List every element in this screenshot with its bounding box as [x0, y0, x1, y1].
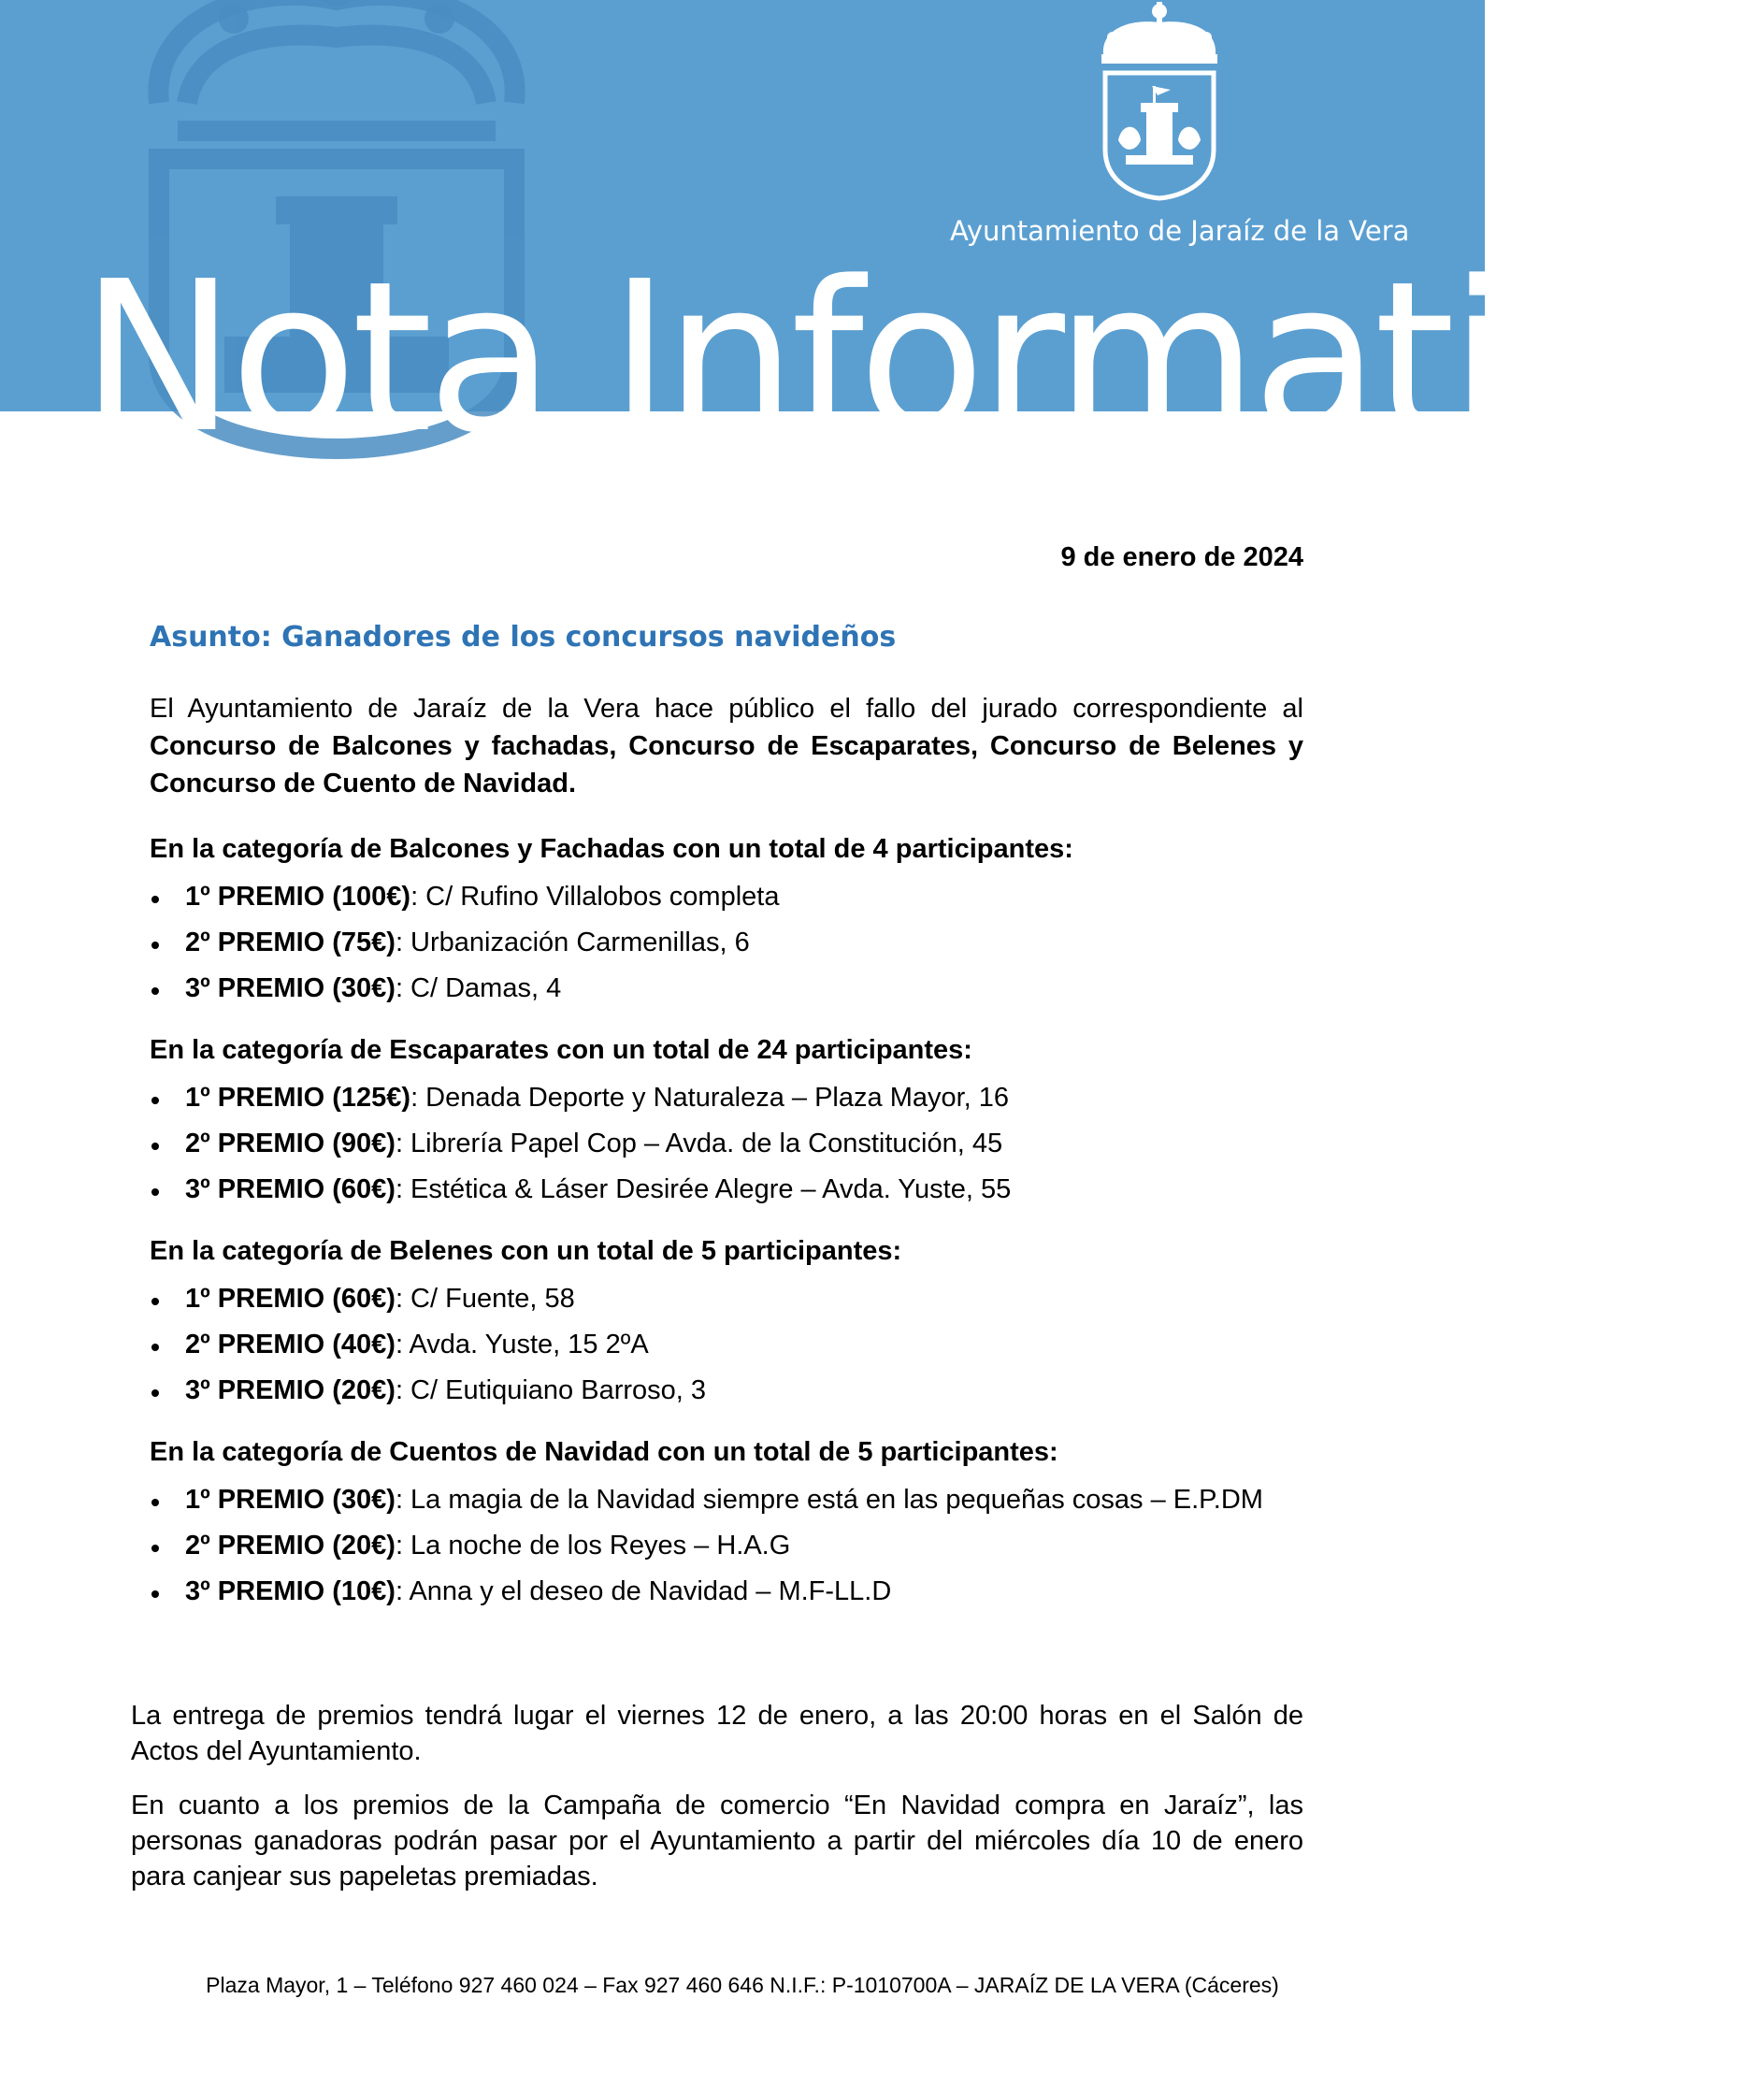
prize-label: 3º PREMIO (20€) — [185, 1375, 396, 1405]
footer-address: Plaza Mayor, 1 – Teléfono 927 460 024 – Fax 927 460 646 N.I.F.: P-1010700A – JARAÍZ DE LA VERA (Cáceres) — [206, 1973, 1279, 1997]
prize-label: 3º PREMIO (10€) — [185, 1576, 396, 1606]
document-date: 9 de enero de 2024 — [1060, 542, 1303, 572]
category-heading: En la categoría de Escaparates con un total de 24 participantes: — [150, 1035, 972, 1065]
prize-text: : C/ Rufino Villalobos completa — [410, 882, 780, 912]
prize-text: : Denada Deporte y Naturaleza – Plaza Mayor, 16 — [410, 1083, 1010, 1113]
prize-text: : Urbanización Carmenillas, 6 — [395, 928, 750, 957]
prize-label: 2º PREMIO (40€) — [185, 1330, 396, 1359]
prize-text: : C/ Fuente, 58 — [395, 1284, 575, 1314]
prize-item — [150, 1484, 1309, 1517]
prize-item — [150, 927, 1309, 959]
page-title: Nota Informativa — [80, 237, 1741, 479]
prize-list — [150, 1082, 1309, 1206]
prize-list — [150, 881, 1309, 1005]
prize-text: : Avda. Yuste, 15 2ºA — [395, 1330, 649, 1359]
category-heading: En la categoría de Belenes con un total de 5 participantes: — [150, 1236, 902, 1266]
prize-item — [150, 1530, 1309, 1562]
prize-label: 3º PREMIO (30€) — [185, 973, 396, 1003]
prize-item — [150, 1329, 1309, 1361]
categories-section — [150, 830, 1309, 1634]
prize-item — [150, 1082, 1309, 1115]
prize-label: 2º PREMIO (90€) — [185, 1129, 396, 1158]
prize-list — [150, 1484, 1309, 1608]
prize-text: : Librería Papel Cop – Avda. de la Constitución, 45 — [395, 1129, 1003, 1158]
intro-lead-text: El Ayuntamiento de Jaraíz de la Vera hace público el fallo del jurado correspondiente al — [150, 694, 1303, 724]
prize-label: 2º PREMIO (75€) — [185, 928, 396, 957]
prize-text: : C/ Damas, 4 — [395, 973, 562, 1003]
prize-item — [150, 1173, 1309, 1206]
prize-item — [150, 881, 1309, 913]
prize-list — [150, 1283, 1309, 1407]
prize-label: 1º PREMIO (100€) — [185, 882, 411, 912]
category-cuentos — [150, 1433, 1309, 1608]
prize-item — [150, 972, 1309, 1005]
intro-paragraph — [150, 690, 1303, 802]
awards-ceremony-paragraph: La entrega de premios tendrá lugar el viernes 12 de enero, a las 20:00 horas en el Salón de Actos del Ayuntamiento. — [131, 1701, 1303, 1766]
prize-label: 1º PREMIO (125€) — [185, 1083, 411, 1113]
subject-heading: Asunto: Ganadores de los concursos navideños — [150, 621, 897, 654]
organization-name: Ayuntamiento de Jaraíz de la Vera — [950, 215, 1410, 247]
campaign-paragraph: En cuanto a los premios de la Campaña de comercio “En Navidad compra en Jaraíz”, las personas ganadoras podrán pasar por el Ayuntamiento a partir del miércoles día 10 de enero para canjear sus papeletas premiadas. — [131, 1791, 1303, 1891]
municipal-crest-icon — [1085, 0, 1234, 206]
prize-item — [150, 1374, 1309, 1407]
prize-text: : La magia de la Navidad siempre está en las pequeñas cosas – E.P.DM — [395, 1485, 1263, 1515]
category-belenes — [150, 1232, 1309, 1407]
prize-text: : Estética & Láser Desirée Alegre – Avda. Yuste, 55 — [395, 1174, 1012, 1204]
prize-text: : La noche de los Reyes – H.A.G — [395, 1531, 791, 1561]
category-heading: En la categoría de Balcones y Fachadas con un total de 4 participantes: — [150, 834, 1073, 864]
prize-item — [150, 1575, 1309, 1608]
category-balcones — [150, 830, 1309, 1005]
prize-item — [150, 1128, 1309, 1160]
prize-text: : C/ Eutiquiano Barroso, 3 — [395, 1375, 707, 1405]
prize-label: 2º PREMIO (20€) — [185, 1531, 396, 1561]
prize-label: 3º PREMIO (60€) — [185, 1174, 396, 1204]
prize-label: 1º PREMIO (30€) — [185, 1485, 396, 1515]
category-escaparates — [150, 1031, 1309, 1206]
prize-item — [150, 1283, 1309, 1316]
header-banner — [0, 0, 1741, 479]
prize-text: : Anna y el deseo de Navidad – M.F-LL.D — [395, 1576, 892, 1606]
category-heading: En la categoría de Cuentos de Navidad con un total de 5 participantes: — [150, 1437, 1058, 1467]
intro-contest-names: Concurso de Balcones y fachadas, Concurso de Escaparates, Concurso de Belenes y Concurso de Cuento de Navidad. — [150, 731, 1303, 798]
prize-label: 1º PREMIO (60€) — [185, 1284, 396, 1314]
